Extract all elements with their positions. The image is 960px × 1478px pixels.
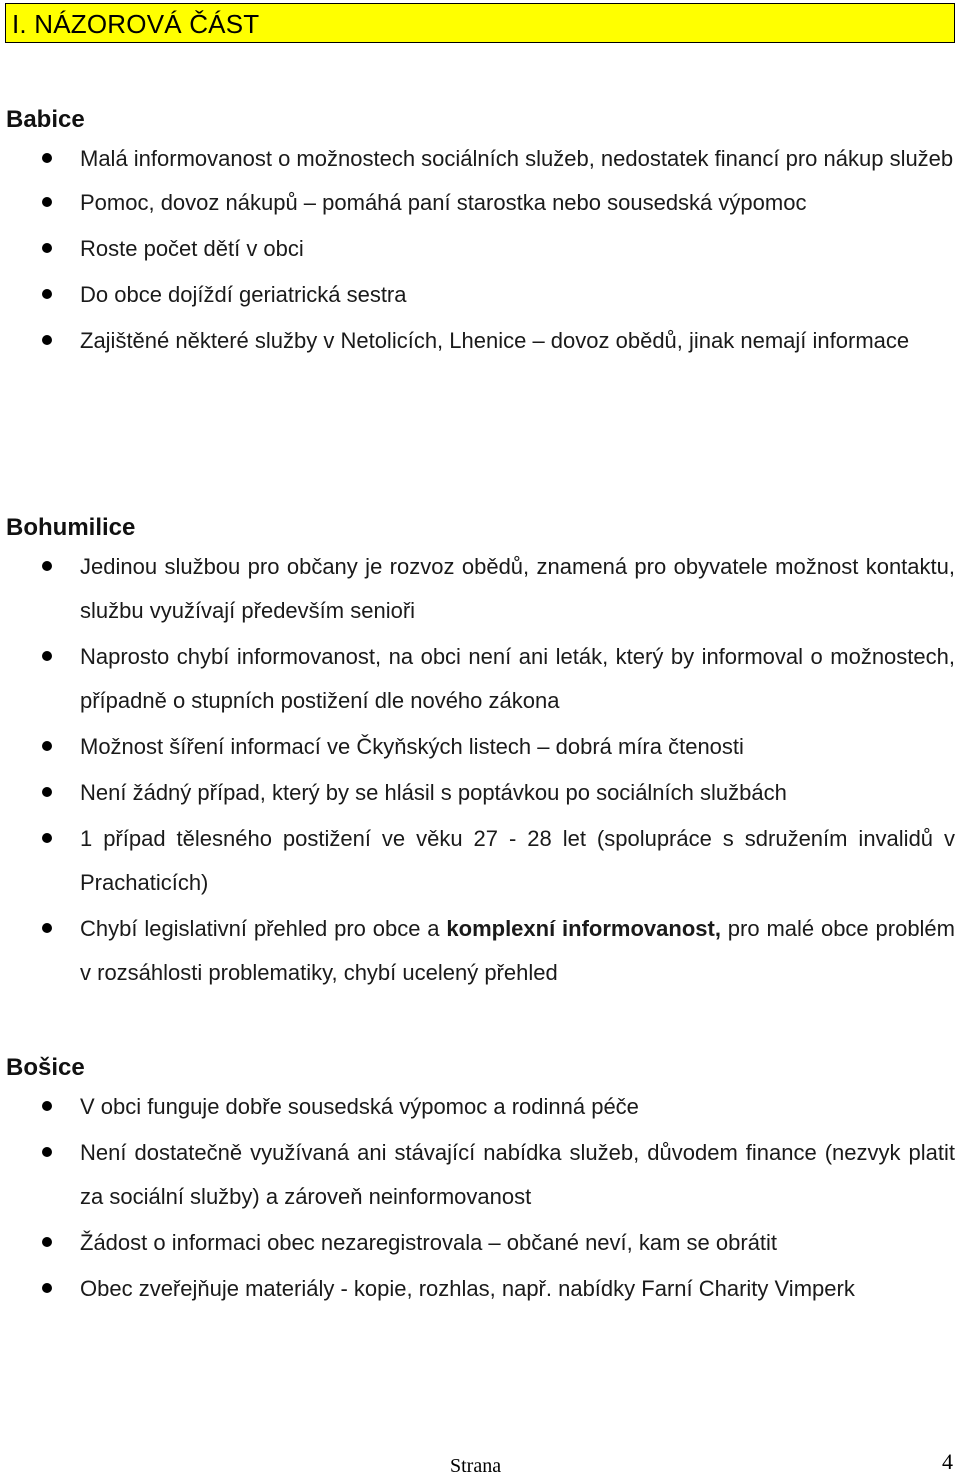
bullet-icon <box>42 243 52 253</box>
bullet-icon <box>42 787 52 797</box>
bullet-icon <box>42 197 52 207</box>
bullet-icon <box>42 1147 52 1157</box>
list-item: Zajištěné některé služby v Netolicích, Lhenice – dovoz obědů, jinak nemají informace <box>0 319 960 363</box>
bullet-icon <box>42 741 52 751</box>
list-item: Do obce dojíždí geriatrická sestra <box>0 273 960 317</box>
section-title-babice: Babice <box>6 106 85 133</box>
list-item: 1 případ tělesného postižení ve věku 27 - 28 let (spolupráce s sdružením invalidů v Prachaticích) <box>0 817 960 905</box>
bullet-icon <box>42 833 52 843</box>
list-item: V obci funguje dobře sousedská výpomoc a rodinná péče <box>0 1085 960 1129</box>
section-title-bosice: Bošice <box>6 1054 85 1081</box>
list-item: Jedinou službou pro občany je rozvoz obědů, znamená pro obyvatele možnost kontaktu, službu využívají především senioři <box>0 545 960 633</box>
list-item: Není žádný případ, který by se hlásil s poptávkou po sociálních službách <box>0 771 960 815</box>
list-item: Malá informovanost o možnostech sociálních služeb, nedostatek financí pro nákup služeb <box>0 137 960 181</box>
list-item: Není dostatečně využívaná ani stávající nabídka služeb, důvodem finance (nezvyk platit za sociální služby) a zároveň neinformovanost <box>0 1131 960 1219</box>
list-item: Obec zveřejňuje materiály - kopie, rozhlas, např. nabídky Farní Charity Vimperk <box>0 1267 960 1311</box>
section-header-bar <box>5 3 955 43</box>
list-item: Chybí legislativní přehled pro obce a komplexní informovanost, pro malé obce problém v rozsáhlosti problematiky, chybí ucelený přehled <box>0 907 960 995</box>
bullet-icon <box>42 335 52 345</box>
bosice-list <box>0 1085 960 1311</box>
bullet-icon <box>42 923 52 933</box>
bullet-icon <box>42 1101 52 1111</box>
list-item: Roste počet dětí v obci <box>0 227 960 271</box>
bohumilice-list <box>0 545 960 995</box>
section-title-bohumilice: Bohumilice <box>6 514 136 541</box>
footer-page-number: 4 <box>942 1449 953 1474</box>
list-item: Možnost šíření informací ve Čkyňských listech – dobrá míra čtenosti <box>0 725 960 769</box>
bullet-icon <box>42 561 52 571</box>
list-item: Žádost o informaci obec nezaregistrovala – občané neví, kam se obrátit <box>0 1221 960 1265</box>
bullet-icon <box>42 1283 52 1293</box>
list-item: Naprosto chybí informovanost, na obci není ani leták, který by informoval o možnostech, případně o stupních postižení dle nového zákona <box>0 635 960 723</box>
page-title: I. NÁZOROVÁ ČÁST <box>12 9 260 39</box>
list-item: Pomoc, dovoz nákupů – pomáhá paní starostka nebo sousedská výpomoc <box>0 181 960 225</box>
babice-list <box>0 137 960 363</box>
bullet-icon <box>42 651 52 661</box>
footer-page-label: Strana <box>450 1455 502 1477</box>
bullet-icon <box>42 289 52 299</box>
bullet-icon <box>42 153 52 163</box>
bullet-icon <box>42 1237 52 1247</box>
